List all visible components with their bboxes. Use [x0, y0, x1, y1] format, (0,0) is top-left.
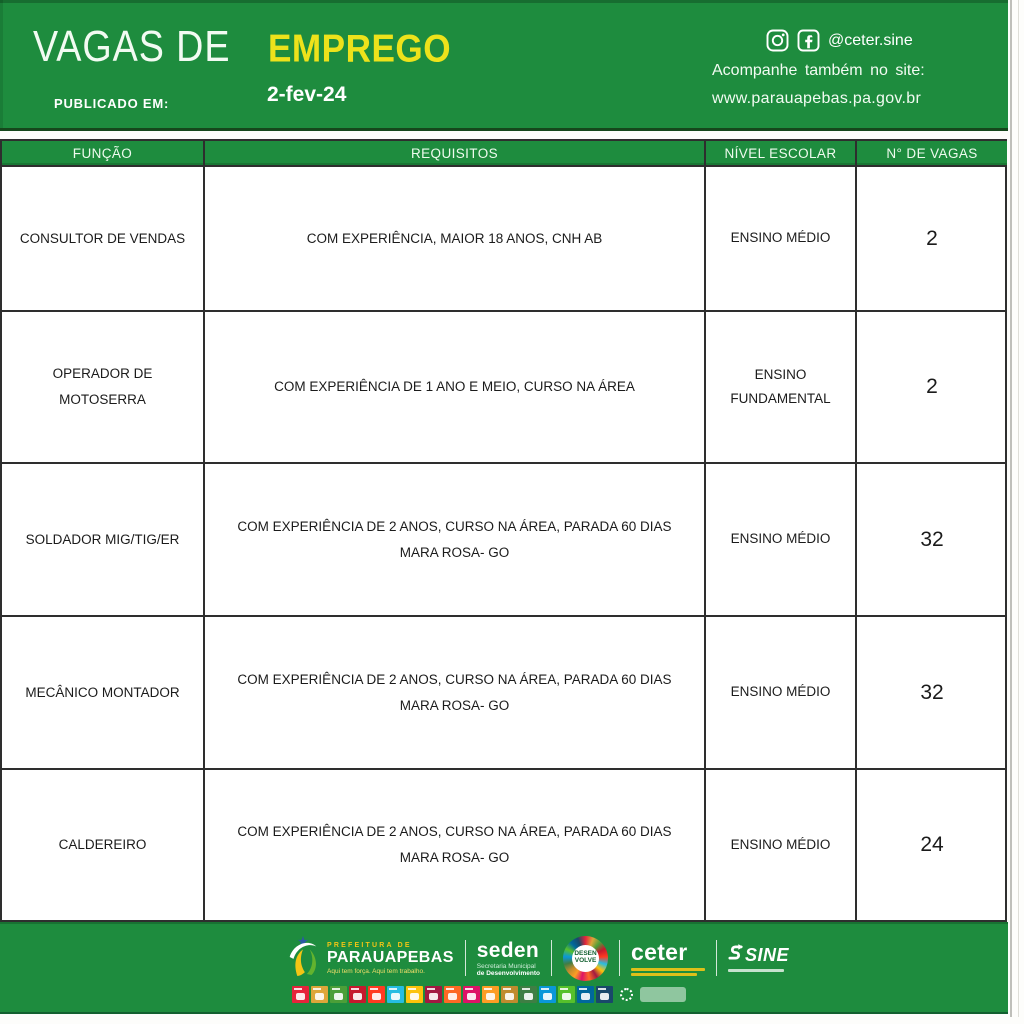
cell-vagas: 24 [920, 833, 944, 857]
cell-nivel: ENSINO FUNDAMENTAL [706, 312, 857, 464]
sdg-goal-icon [406, 986, 423, 1003]
facebook-icon [797, 29, 820, 52]
sdg-goal-icon [539, 986, 556, 1003]
sdg-strip [292, 986, 686, 1003]
follow-text: Acompanhe também no site: [712, 62, 925, 79]
logo-divider [551, 940, 552, 976]
sdg-goal-icon [596, 986, 613, 1003]
cell-nivel: ENSINO MÉDIO [706, 167, 857, 312]
cell-nivel: ENSINO MÉDIO [706, 770, 857, 920]
cell-nivel: ENSINO MÉDIO [706, 617, 857, 770]
sdg-wheel-icon [620, 988, 633, 1001]
sine-logo [728, 944, 789, 972]
ceter-subtitle-bar [631, 973, 697, 976]
column-header-num-vagas: N° DE VAGAS [857, 141, 1007, 167]
partner-logos [284, 931, 789, 985]
prefeitura-parauapebas-logo [284, 933, 454, 984]
cell-requisitos: COM EXPERIÊNCIA DE 2 ANOS, CURSO NA ÁREA, PARADA 60 DIAS MARA ROSA- GO [205, 770, 706, 920]
vacancies-table [0, 139, 1007, 922]
header-band [0, 0, 1008, 131]
cell-vagas: 32 [857, 617, 1007, 770]
cell-funcao: SOLDADOR MIG/TIG/ER [2, 464, 205, 617]
prefeitura-label: PREFEITURA DE [327, 941, 412, 949]
ceter-subtitle-bar [631, 968, 705, 971]
page-edge-line [1018, 0, 1019, 1017]
cell-requisitos: COM EXPERIÊNCIA DE 2 ANOS, CURSO NA ÁREA, PARADA 60 DIAS MARA ROSA- GO [205, 464, 706, 617]
seden-subtitle-1: Secretaria Municipal [476, 962, 536, 970]
column-header-funcao: FUNÇÃO [2, 141, 205, 167]
cell-funcao: OPERADOR DE MOTOSERRA [2, 312, 205, 464]
ceter-name: ceter [631, 938, 688, 965]
cell-requisitos: COM EXPERIÊNCIA, MAIOR 18 ANOS, CNH AB [205, 167, 706, 312]
seden-name: seden [476, 938, 539, 962]
page-title: VAGAS DE [33, 22, 231, 71]
sdg-goal-icon [577, 986, 594, 1003]
sdg-goal-icon [368, 986, 385, 1003]
cell-vagas: 2 [857, 167, 1007, 312]
sine-subtitle-bar [728, 969, 784, 972]
sdg-goal-icon [520, 986, 537, 1003]
sdg-goal-icon [387, 986, 404, 1003]
cell-requisitos: COM EXPERIÊNCIA DE 1 ANO E MEIO, CURSO NA ÁREA [205, 312, 706, 464]
cell-nivel: ENSINO MÉDIO [706, 464, 857, 617]
page-edge-line [1010, 0, 1012, 1017]
cell-requisitos: COM EXPERIÊNCIA DE 2 ANOS, CURSO NA ÁREA, PARADA 60 DIAS MARA ROSA- GO [205, 617, 706, 770]
logo-divider [716, 940, 717, 976]
footer-band [0, 922, 1008, 1014]
cell-funcao: CALDEREIRO [2, 770, 205, 920]
cell-vagas: 32 [857, 464, 1007, 617]
sdg-goal-icon [482, 986, 499, 1003]
sdg-goal-icon [349, 986, 366, 1003]
column-header-nivel-escolar: NÍVEL ESCOLAR [706, 141, 857, 167]
logo-divider [465, 940, 466, 976]
cell-funcao: MECÂNICO MONTADOR [2, 617, 205, 770]
page-title-highlight: EMPREGO [268, 27, 452, 71]
social-handle: @ceter.sine [828, 31, 913, 49]
seden-logo [477, 940, 540, 977]
sdg-goal-icon [425, 986, 442, 1003]
social-row [766, 29, 913, 52]
wheel-text-1: DESEN [574, 950, 597, 958]
desenvolve-wheel-logo [563, 936, 608, 981]
sdg-goal-icon [558, 986, 575, 1003]
cell-funcao: CONSULTOR DE VENDAS [2, 167, 205, 312]
sdg-goal-icon [330, 986, 347, 1003]
sdg-goal-icon [444, 986, 461, 1003]
published-date: 2-fev-24 [267, 83, 347, 106]
website-url: www.parauapebas.pa.gov.br [712, 90, 922, 107]
sdg-goal-icon [463, 986, 480, 1003]
sdg-goal-icon [311, 986, 328, 1003]
prefeitura-name: PARAUAPEBAS [327, 948, 454, 966]
wheel-text-2: VOLVE [574, 957, 597, 964]
sdg-goal-icon [501, 986, 518, 1003]
sdg-goal-icon [292, 986, 309, 1003]
column-header-requisitos: REQUISITOS [205, 141, 706, 167]
logo-divider [619, 940, 620, 976]
ceter-logo [631, 938, 705, 976]
cell-vagas: 2 [857, 312, 1007, 464]
sine-name: SINE [745, 944, 790, 965]
seden-subtitle-2: de Desenvolvimento [476, 969, 541, 977]
instagram-icon [766, 29, 789, 52]
ods-wordmark [640, 987, 686, 1002]
sine-s-icon [728, 944, 743, 966]
published-label: PUBLICADO EM: [54, 96, 170, 111]
parauapebas-bird-icon [284, 933, 322, 984]
prefeitura-tagline: Aqui tem força. Aqui tem trabalho. [327, 967, 425, 975]
